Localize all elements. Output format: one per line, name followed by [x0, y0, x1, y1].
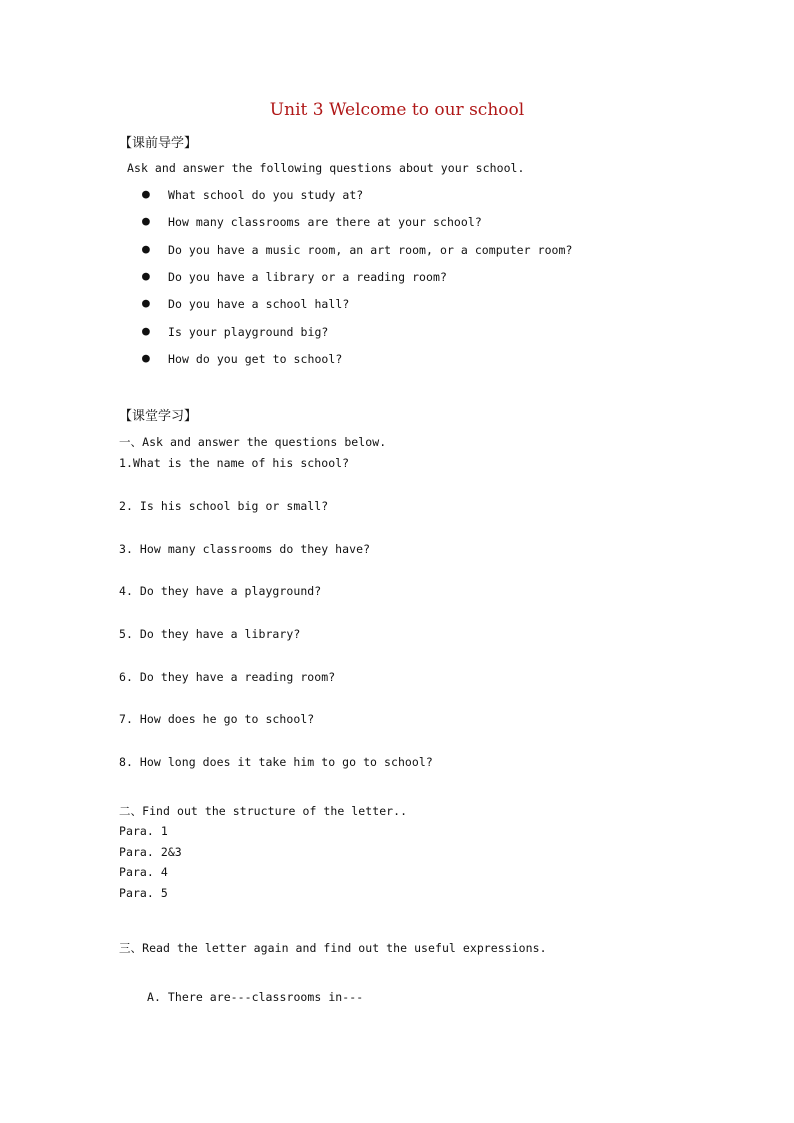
list-item: How do you get to school? [168, 352, 343, 366]
bullet-icon: ● [142, 351, 150, 366]
list-item: Do you have a music room, an art room, or a computer room? [168, 243, 573, 257]
list-item: 3. How many classrooms do they have? [119, 542, 371, 556]
bullet-icon: ● [142, 296, 150, 311]
list-item: 5. Do they have a library? [119, 627, 301, 641]
bullet-icon: ● [142, 187, 150, 202]
part1-title: 一、Ask and answer the questions below. [119, 435, 387, 449]
list-item: 2. Is his school big or small? [119, 499, 329, 513]
list-item: 7. How does he go to school? [119, 712, 315, 726]
part3-item-a: A. There are---classrooms in--- [147, 990, 364, 1004]
list-item: What school do you study at? [168, 188, 364, 202]
list-item: Para. 1 [119, 824, 168, 838]
classroom-heading: 【课堂学习】 [119, 409, 198, 424]
list-item: Do you have a school hall? [168, 297, 350, 311]
list-item: Para. 2&3 [119, 845, 182, 859]
list-item: 6. Do they have a reading room? [119, 670, 336, 684]
part3-title: 三、Read the letter again and find out the useful expressions. [119, 941, 547, 955]
list-item: Para. 4 [119, 865, 168, 879]
bullet-icon: ● [142, 214, 150, 229]
page-title: Unit 3 Welcome to our school [269, 100, 525, 120]
list-item: Do you have a library or a reading room? [168, 270, 447, 284]
preview-intro: Ask and answer the following questions about your school. [127, 161, 525, 175]
bullet-icon: ● [142, 242, 150, 257]
preview-heading: 【课前导学】 [119, 136, 198, 151]
list-item: Para. 5 [119, 886, 168, 900]
bullet-icon: ● [142, 269, 150, 284]
list-item: 4. Do they have a playground? [119, 584, 322, 598]
part2-title: 二、Find out the structure of the letter.. [119, 804, 408, 818]
list-item: Is your playground big? [168, 325, 329, 339]
list-item: 8. How long does it take him to go to school? [119, 755, 433, 769]
list-item: 1.What is the name of his school? [119, 456, 350, 470]
bullet-icon: ● [142, 324, 150, 339]
list-item: How many classrooms are there at your school? [168, 215, 482, 229]
